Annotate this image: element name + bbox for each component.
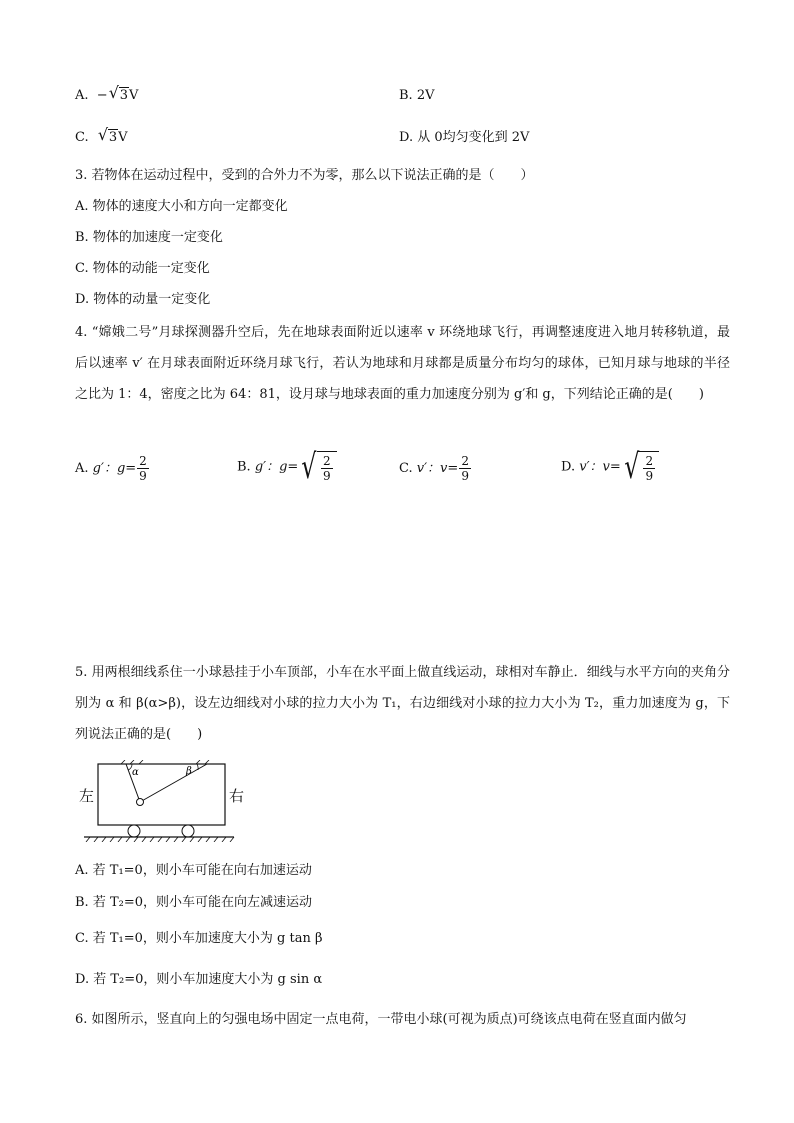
q5-option-c: C. 若 T₁=0，则小车加速度大小为 g tan β	[75, 931, 323, 946]
q4-option-c: C. v′：v= $\frac{2}{9}$	[399, 454, 469, 483]
beta-label: β	[186, 766, 192, 777]
q6-stem: 6. 如图所示，竖直向上的匀强电场中固定一点电荷，一带电小球(可视为质点)可绕该点电荷在竖直面内做匀	[75, 1012, 687, 1027]
q5-option-a: A. 若 T₁=0，则小车可能在向右加速运动	[75, 863, 312, 878]
q2-option-b: B. 2V	[399, 88, 435, 103]
wheel-left	[128, 825, 140, 837]
ground-hatch	[86, 837, 234, 842]
q4-option-d: D. v′：v= √ $\frac{2}{9}$	[561, 450, 659, 484]
right-string	[140, 764, 207, 802]
q5-left-label: 左	[79, 787, 95, 805]
q3-option-a: A. 物体的速度大小和方向一定都变化	[75, 199, 288, 214]
ball	[137, 799, 144, 806]
cart-body	[98, 764, 225, 825]
wheel-right	[182, 825, 194, 837]
q4-stem: 4. “嫦娥二号”月球探测器升空后，先在地球表面附近以速率 v 环绕地球飞行，再调整速度进入地月转移轨道，最后以速率 v′ 在月球表面附近环绕月球飞行，若认为地球和月球都是质量分布均匀的球体，已知月球与地球的半径之比为 1：4，密度之比为 64：81，设月球与地球表面的重力加速度分别为 g′和 g，下列结论正确的是( )	[75, 325, 730, 402]
q2-option-c: C. √ 3V	[75, 128, 128, 148]
q3-option-b: B. 物体的加速度一定变化	[75, 230, 223, 245]
q2-option-a: A. −√ 3V	[75, 86, 138, 106]
alpha-label: α	[132, 767, 139, 778]
q3-stem: 3. 若物体在运动过程中，受到的合外力不为零，那么以下说法正确的是（ ）	[75, 168, 534, 183]
q5-right-label: 右	[229, 787, 245, 805]
q5-option-d: D. 若 T₂=0，则小车加速度大小为 g sin α	[75, 972, 323, 987]
q3-option-d: D. 物体的动量一定变化	[75, 292, 211, 307]
q5-stem: 5. 用两根细线系住一小球悬挂于小车顶部，小车在水平面上做直线运动，球相对车静止．细线与水平方向的夹角分别为 α 和 β(α>β)，设左边细线对小球的拉力大小为 T₁，右边细线对小球的拉力大小为 T₂，重力加速度为 g，下列说法正确的是( )	[75, 665, 730, 742]
q3-option-c: C. 物体的动能一定变化	[75, 261, 210, 276]
q5-option-b: B. 若 T₂=0，则小车可能在向左减速运动	[75, 895, 312, 910]
q4-option-b: B. g′：g= √ $\frac{2}{9}$	[237, 450, 337, 484]
q5-cart-figure	[76, 760, 236, 842]
q4-option-a: A. g′：g= $\frac{2}{9}$	[75, 454, 147, 483]
q2-option-d: D. 从 0均匀变化到 2V	[399, 130, 530, 145]
